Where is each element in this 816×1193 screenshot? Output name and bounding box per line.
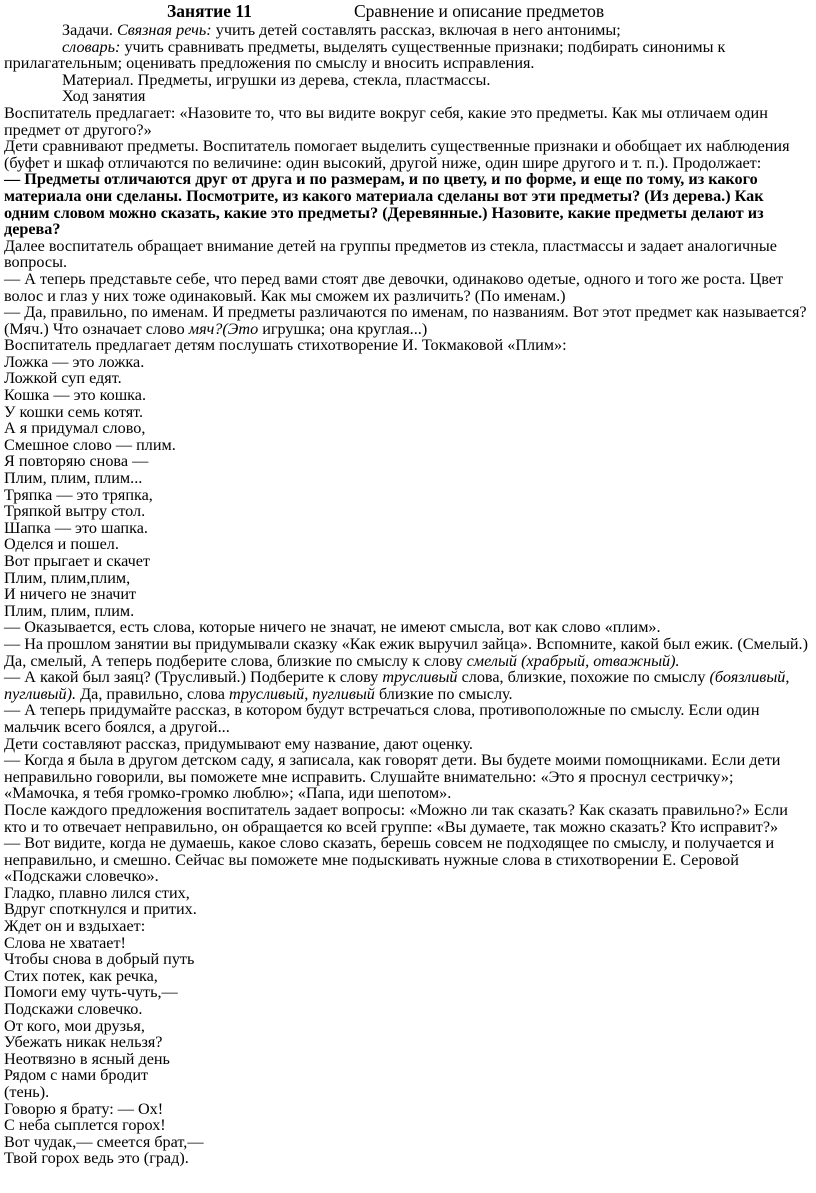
paragraph: — А теперь придумайте рассказ, в котором будут встречаться слова, противоположные по смыслу. Если один мальчик всего боялся, а другой... bbox=[4, 701, 760, 736]
poem-line: И ничего не значит bbox=[4, 585, 137, 604]
lesson-topic: Сравнение и описание предметов bbox=[354, 1, 605, 21]
ball-paragraph bbox=[4, 304, 810, 337]
poem-line: Тряпка — это тряпка, bbox=[4, 485, 153, 504]
poem-line: (тень). bbox=[4, 1083, 50, 1101]
poem-line: А я придумал слово, bbox=[4, 419, 146, 438]
tasks-label: Задачи. bbox=[62, 21, 113, 39]
material: Материал. Предметы, игрушки из дерева, стекла, пластмассы. bbox=[62, 70, 491, 89]
poem-line: Убежать никак нельзя? bbox=[4, 1033, 163, 1052]
paragraph: После каждого предложения воспитатель задает вопросы: «Можно ли так сказать? Как сказать правильно?» Если кто и то отвечает неправильно, он обращается ко всей группе: «Вы думаете, так можно сказать? Кто исправит?» bbox=[4, 800, 788, 836]
lesson-title bbox=[4, 3, 810, 22]
poem-line: Стих потек, как речка, bbox=[4, 966, 158, 985]
poem-line: Ждет он и вздыхает: bbox=[4, 917, 146, 936]
poem-line: Вот прыгает и скачет bbox=[4, 552, 151, 570]
tasks-vocab bbox=[4, 39, 810, 72]
paragraph: Дети сравнивают предметы. Воспитатель помогает выделить существенные признаки и обобщает их наблюдения (буфет и шкаф отличаются по величине: один высокий, другой ниже, один шире другого и т. п.). Продолжает: bbox=[4, 137, 790, 172]
hedgehog-italic: смелый (храбрый, отважный). bbox=[466, 651, 680, 670]
poem-plim bbox=[4, 354, 810, 620]
lesson-number: Занятие 11 bbox=[167, 1, 252, 21]
poem-line: Слова не хватает! bbox=[4, 933, 126, 952]
paragraph: Воспитатель предлагает: «Назовите то, что вы видите вокруг себя, какие это предметы. Как мы отличаем один предмет от другого?» bbox=[4, 103, 768, 139]
ball-text: — Да, правильно, по именам. И предметы различаются по именам, по названиям. Вот этот предмет как называется? (Мяч.) Что означает слово bbox=[4, 303, 807, 338]
hare-italic: трусливый bbox=[382, 668, 458, 687]
poem-line: Рядом с нами бродит bbox=[4, 1066, 149, 1085]
poem-line: Ложка — это ложка. bbox=[4, 352, 145, 371]
poem-line: Чтобы снова в добрый путь bbox=[4, 950, 195, 969]
poem-line: Вдруг споткнулся и притих. bbox=[4, 900, 197, 919]
hedgehog-text: — На прошлом занятии вы придумывали сказку «Как ежик выручил зайца». Вспомните, какой был ежик. (Смелый.) Да, смелый, А теперь подберите слова, близкие по смыслу к слову bbox=[4, 634, 808, 670]
poem-line: С неба сыплется горох! bbox=[4, 1116, 166, 1135]
poem-line: Подскажи словечко. bbox=[4, 1000, 143, 1019]
course-heading: Ход занятия bbox=[62, 87, 146, 106]
ball-text-end: игрушка; она круглая...) bbox=[258, 319, 428, 338]
paragraph: — Вот видите, когда не думаешь, какое слово сказать, берешь совсем не подходящее по смыслу, и получается и неправильно, и смешно. Сейчас вы поможете мне подыскивать нужные слова в стихотворении Е. Серовой «Подскажи словечко». bbox=[4, 834, 775, 886]
hare-text: — А какой был заяц? (Трусливый.) Подберите к слову bbox=[4, 668, 383, 687]
poem-line: У кошки семь котят. bbox=[4, 402, 144, 421]
bold-paragraph: — Предметы отличаются друг от друга и по размерам, и по цвету, и по форме, и еще по тому, из какого материала они сделаны. Посмотрите, из какого материала сделаны вот эти предметы? (Из дерева.) Как одним словом можно сказать, какие это предметы? (Деревянные.) Назовите, какие предметы делают из дерева? bbox=[4, 170, 764, 239]
vocab-text: учить сравнивать предметы, выделять существенные признаки; подбирать синонимы к прилагательным; оценивать предложения по смыслу и вносить исправления. bbox=[4, 37, 726, 73]
poem-line: Твой горох ведь это (град). bbox=[4, 1149, 189, 1168]
poem-line: От кого, мои друзья, bbox=[4, 1016, 145, 1035]
hedgehog-paragraph bbox=[4, 636, 810, 669]
hare-text: Да, правильно, слова bbox=[76, 684, 230, 703]
hare-text: близкие по смыслу. bbox=[374, 684, 513, 703]
hare-text: слова, близкие, похожие по смыслу bbox=[457, 668, 710, 687]
speech-text: учить детей составлять рассказ, включая в него антонимы; bbox=[215, 21, 621, 39]
poem-line: Помоги ему чуть-чуть,— bbox=[4, 983, 178, 1002]
paragraph: — А теперь представьте себе, что перед вами стоят две девочки, одинаково одетые, одного и того же роста. Цвет волос и глаз у них тоже одинаковый. Как мы сможем их различить? (По именам.) bbox=[4, 269, 784, 305]
hare-italic: трусливый, пугливый bbox=[229, 684, 375, 703]
poem-line: Вот чудак,— смеется брат,— bbox=[4, 1132, 204, 1151]
hare-italic: (боязливый, пугливый). bbox=[4, 668, 790, 703]
paragraph: — Когда я была в другом детском саду, я записала, как говорят дети. Вы будете моими помощниками. Если дети неправильно говорили, вы поможете мне исправить. Слушайте внимательно: «Это я проснул сестричку»; «Мамочка, я тебя громко-громко люблю»; «Папа, иди шепотом». bbox=[4, 751, 781, 803]
poem-line: Говорю я брату: — Ох! bbox=[4, 1099, 164, 1118]
poem-intro: Воспитатель предлагает детям послушать стихотворение И. Токмаковой «Плим»: bbox=[4, 336, 567, 355]
paragraph: Дети составляют рассказ, придумывают ему название, дают оценку. bbox=[4, 734, 473, 753]
poem-line: Оделся и пошел. bbox=[4, 535, 119, 554]
poem-line: Плим, плим,плим, bbox=[4, 568, 131, 587]
tasks-speech bbox=[4, 22, 810, 39]
hare-paragraph bbox=[4, 669, 810, 702]
poem-line: Ложкой суп едят. bbox=[4, 369, 122, 388]
paragraph: — Оказывается, есть слова, которые ничего не значат, не имеют смысла, вот как слово «плим». bbox=[4, 618, 661, 637]
poem-line: Шапка — это шапка. bbox=[4, 518, 148, 537]
poem-line: Неотвязно в ясный день bbox=[4, 1049, 170, 1068]
poem-line: Плим, плим, плим... bbox=[4, 469, 143, 488]
poem-line: Плим, плим, плим. bbox=[4, 601, 135, 620]
paragraph: Далее воспитатель обращает внимание детей на группы предметов из стекла, пластмассы и задает аналогичные вопросы. bbox=[4, 236, 777, 272]
poem-line: Тряпкой вытру стол. bbox=[4, 502, 146, 521]
poem-line: Гладко, плавно лился стих, bbox=[4, 883, 190, 902]
vocab-label: словарь: bbox=[62, 37, 121, 56]
poem-slovechko bbox=[4, 885, 810, 1167]
poem-line: Я повторяю снова — bbox=[4, 452, 149, 471]
poem-line: Кошка — это кошка. bbox=[4, 386, 147, 405]
ball-italic: мяч?(Это bbox=[188, 319, 259, 338]
poem-line: Смешное слово — плим. bbox=[4, 435, 176, 454]
speech-label: Связная речь: bbox=[116, 21, 212, 39]
